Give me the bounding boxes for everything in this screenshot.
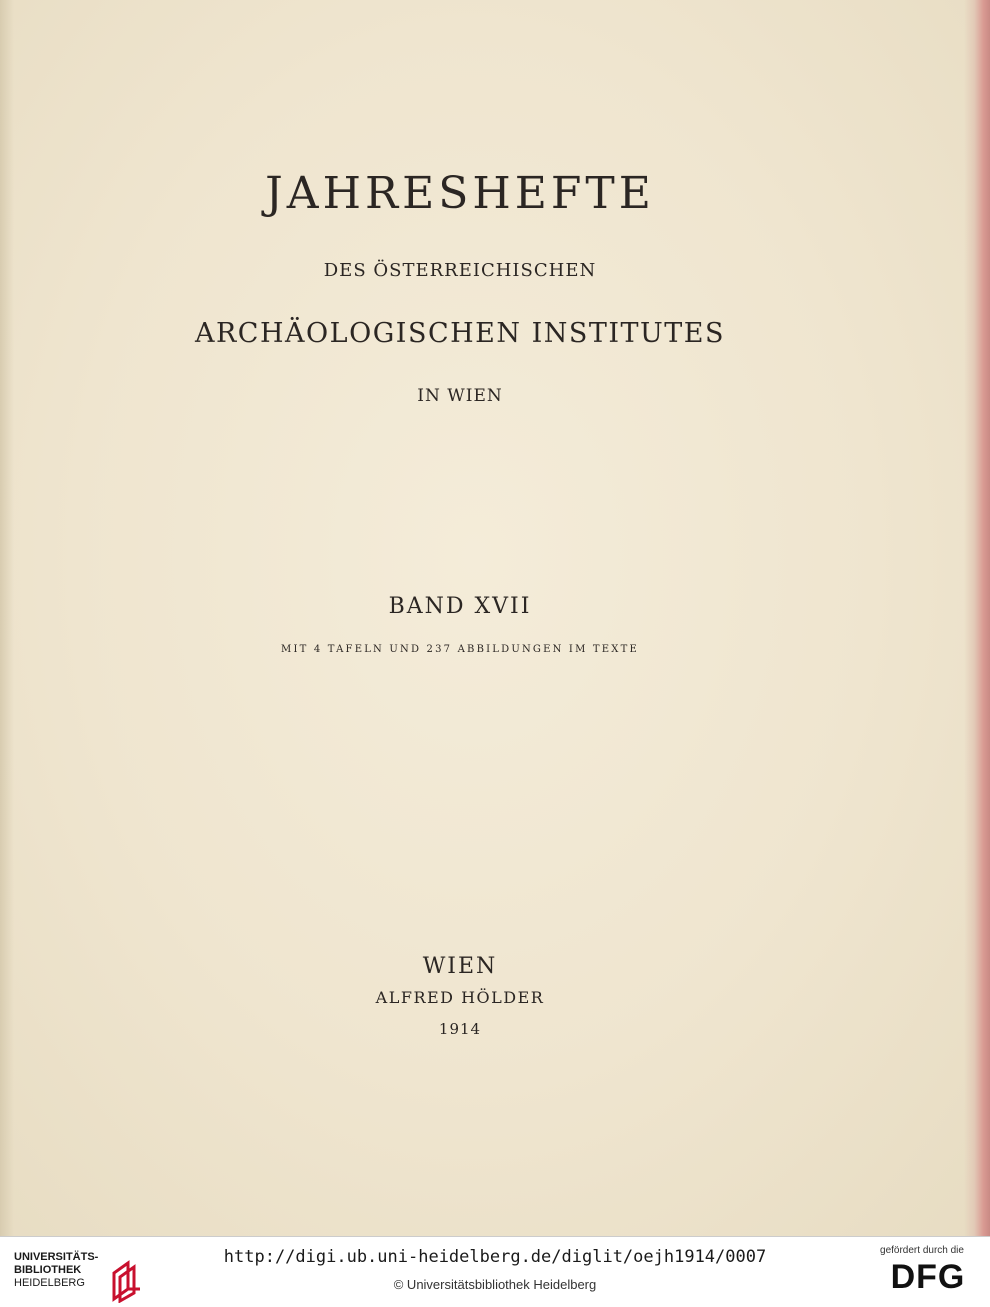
- page-right-edge: [964, 0, 990, 1236]
- dfg-logo[interactable]: DFG: [890, 1258, 966, 1296]
- subtitle-line-2: ARCHÄOLOGISCHEN INSTITUTES: [194, 318, 726, 349]
- volume-note: MIT 4 TAFELN UND 237 ABBILDUNGEN IM TEXTE: [281, 644, 639, 655]
- volume-label: BAND XVII: [388, 594, 532, 619]
- subtitle-line-1: DES ÖSTERREICHISCHEN: [323, 260, 597, 281]
- permalink-url[interactable]: http://digi.ub.uni-heidelberg.de/diglit/oejh1914/0007: [223, 1247, 767, 1267]
- funding-caption: gefördert durch die: [880, 1245, 964, 1256]
- copyright-notice: © Universitätsbibliothek Heidelberg: [393, 1277, 597, 1292]
- viewer-footer: [0, 1236, 990, 1307]
- library-name-line-1: UNIVERSITÄTS-: [14, 1251, 99, 1263]
- imprint-year: 1914: [438, 1020, 482, 1038]
- document-title: JAHRESHEFTE: [265, 168, 655, 219]
- library-name-line-2: BIBLIOTHEK: [14, 1264, 82, 1276]
- library-name-line-3: HEIDELBERG: [14, 1277, 85, 1289]
- imprint-city: WIEN: [422, 954, 498, 979]
- imprint-publisher: ALFRED HÖLDER: [375, 988, 545, 1007]
- subtitle-line-3: IN WIEN: [417, 386, 503, 406]
